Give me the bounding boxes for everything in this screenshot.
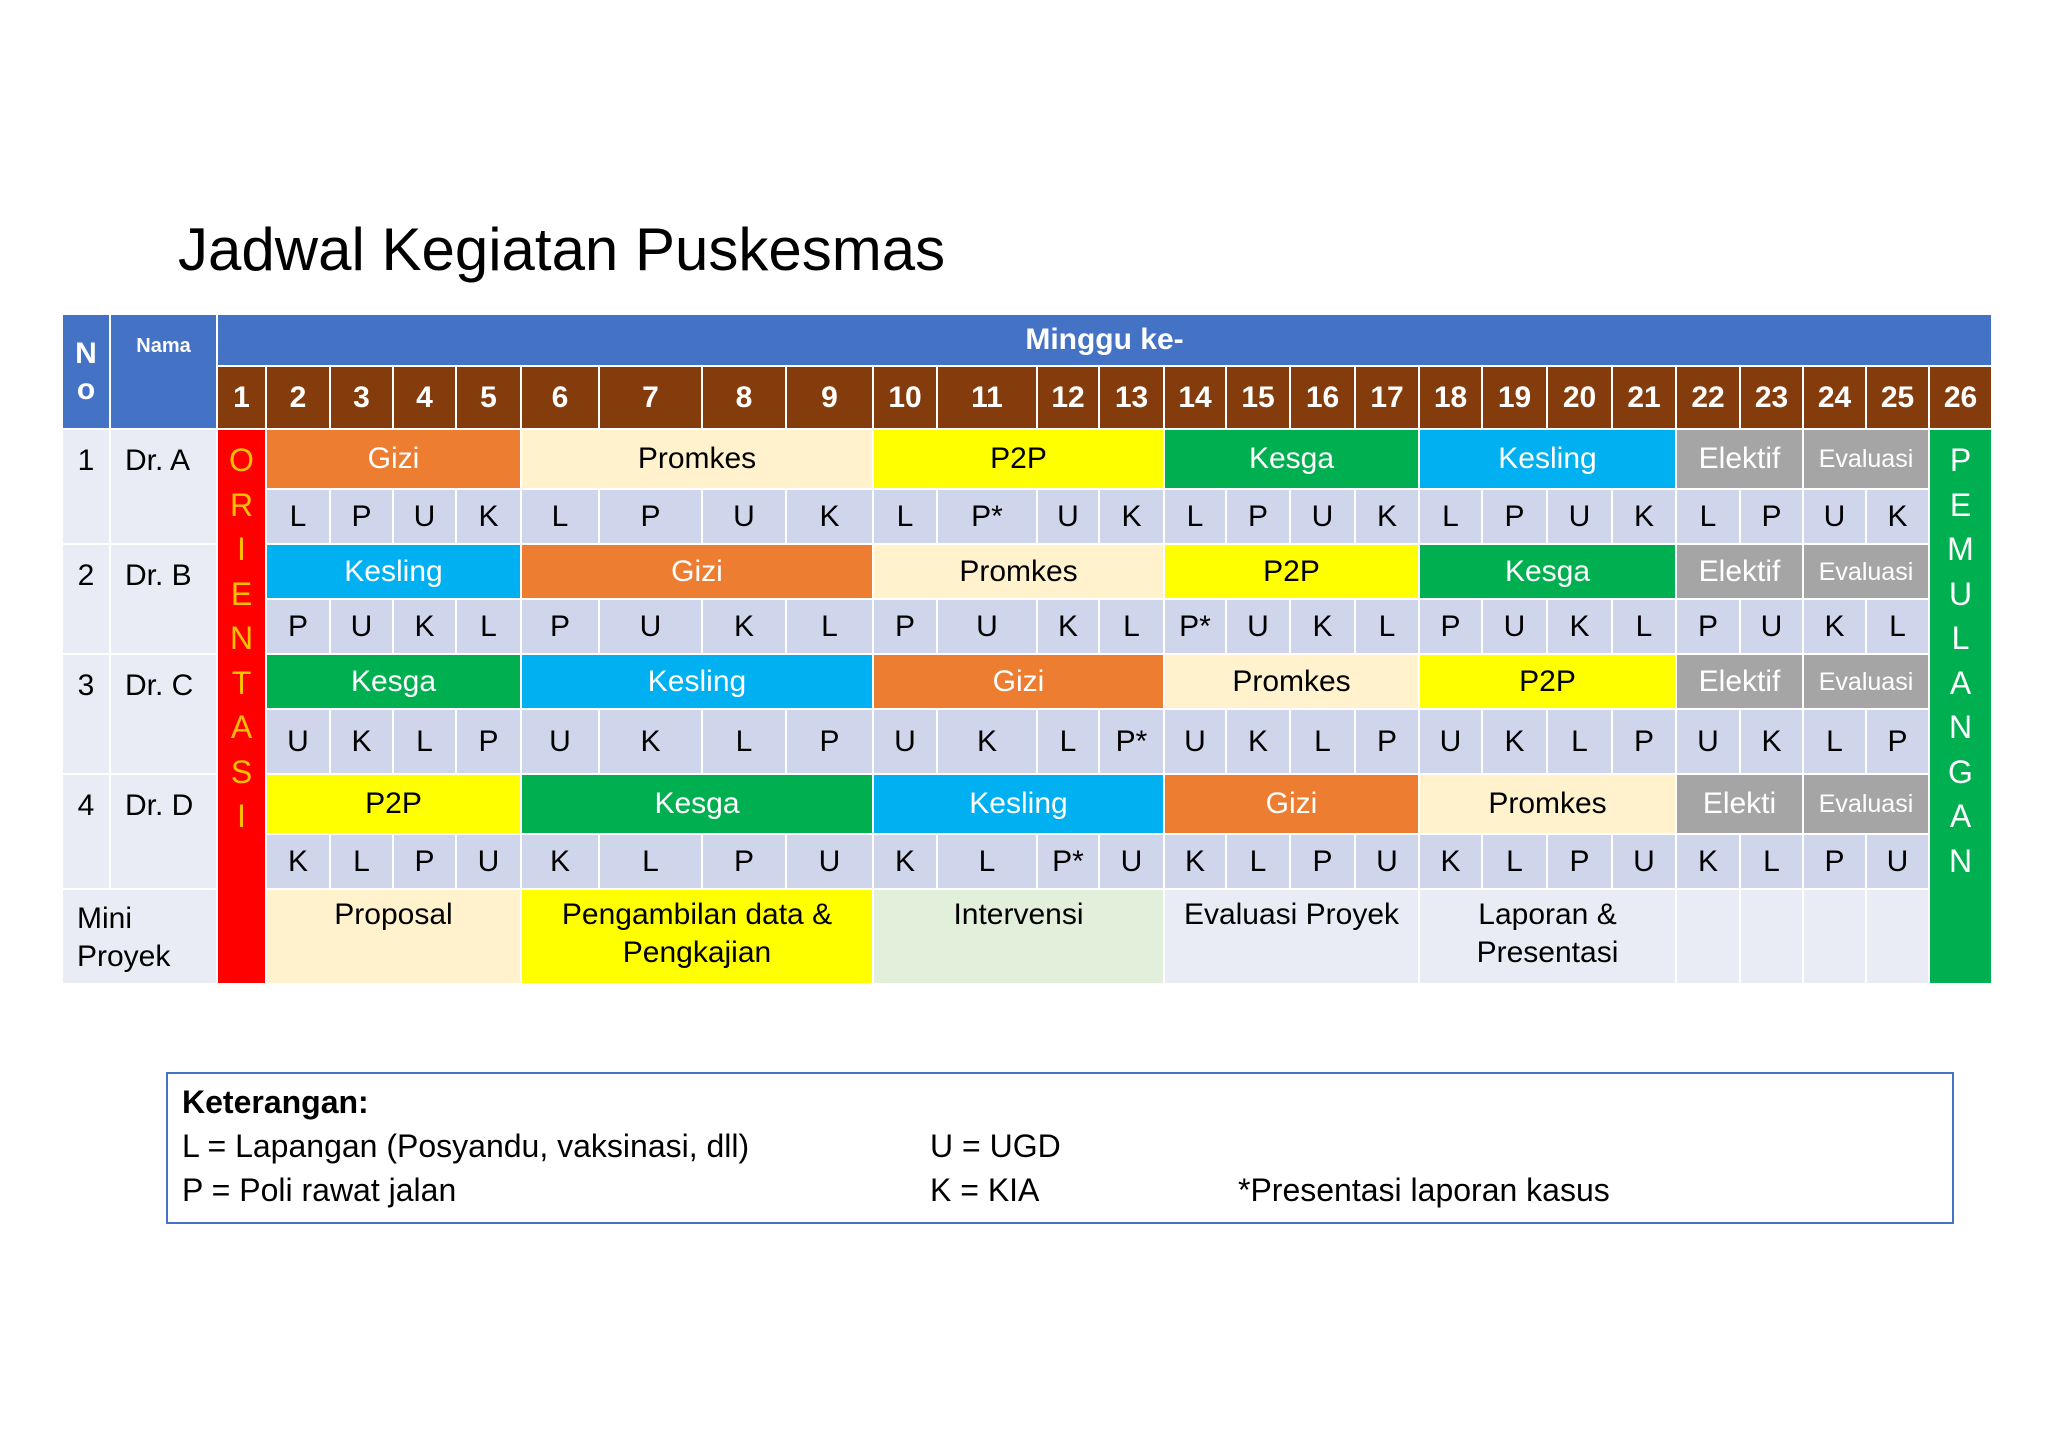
shift-cell: U <box>1867 835 1930 890</box>
activity-p2p: P2P <box>1420 655 1677 710</box>
activity-gizi: Gizi <box>267 430 522 490</box>
legend-l: L = Lapangan (Posyandu, vaksinasi, dll) <box>182 1128 750 1164</box>
pemulangan-letter: G <box>1948 753 1973 790</box>
shift-cell: K <box>874 835 938 890</box>
shift-cell: P <box>1613 710 1677 775</box>
shift-cell: U <box>938 600 1038 655</box>
row-name: Dr. C <box>111 655 218 775</box>
shift-cell: L <box>1548 710 1613 775</box>
activity-gizi: Gizi <box>1165 775 1420 835</box>
shift-cell: P <box>267 600 331 655</box>
header-minggu: Minggu ke- <box>218 315 1993 367</box>
activity-gizi: Gizi <box>522 545 874 600</box>
week-header-15: 15 <box>1227 367 1291 430</box>
shift-cell: L <box>1804 710 1867 775</box>
shift-cell: P <box>1867 710 1930 775</box>
shift-cell: U <box>331 600 394 655</box>
week-header-26: 26 <box>1930 367 1993 430</box>
shift-cell: U <box>874 710 938 775</box>
week-header-1: 1 <box>218 367 267 430</box>
week-header-21: 21 <box>1613 367 1677 430</box>
mini-proyek-phase: Pengambilan data & Pengkajian <box>522 890 874 985</box>
legend-box <box>166 1072 1954 1224</box>
orientasi-letter: I <box>237 798 246 834</box>
shift-cell: K <box>1420 835 1483 890</box>
shift-cell: U <box>1483 600 1548 655</box>
shift-cell: P <box>522 600 600 655</box>
shift-cell: K <box>1677 835 1741 890</box>
activity-evaluasi: Evaluasi <box>1804 545 1930 600</box>
shift-cell: L <box>1165 490 1227 545</box>
mini-proyek-phase: Evaluasi Proyek <box>1165 890 1420 985</box>
activity-gizi: Gizi <box>874 655 1165 710</box>
shift-cell: U <box>1804 490 1867 545</box>
activity-evaluasi: Evaluasi <box>1804 775 1930 835</box>
mini-proyek-label: Mini Proyek <box>63 890 218 985</box>
row-name: Dr. A <box>111 430 218 545</box>
shift-cell: K <box>1356 490 1420 545</box>
header-no <box>63 315 111 430</box>
activity-evaluasi: Evaluasi <box>1804 655 1930 710</box>
shift-cell: K <box>1741 710 1804 775</box>
shift-cell: U <box>703 490 787 545</box>
mini-proyek-phase <box>1804 890 1867 985</box>
week-header-19: 19 <box>1483 367 1548 430</box>
shift-cell: L <box>394 710 457 775</box>
activity-evaluasi: Evaluasi <box>1804 430 1930 490</box>
shift-cell: K <box>457 490 522 545</box>
shift-cell: U <box>522 710 600 775</box>
mini-proyek-phase: Proposal <box>267 890 522 985</box>
shift-cell: U <box>1291 490 1356 545</box>
pemulangan-letter: P <box>1949 442 1972 478</box>
mini-proyek-phase <box>1741 890 1804 985</box>
shift-cell: P* <box>938 490 1038 545</box>
shift-cell: K <box>1548 600 1613 655</box>
week-header-7: 7 <box>600 367 703 430</box>
shift-cell: U <box>1356 835 1420 890</box>
row-no: 1 <box>63 430 111 545</box>
activity-promkes: Promkes <box>1165 655 1420 710</box>
activity-promkes: Promkes <box>1420 775 1677 835</box>
activity-p2p: P2P <box>1165 545 1420 600</box>
orientasi-letter: R <box>229 486 254 523</box>
shift-cell: K <box>1100 490 1165 545</box>
row-name: Dr. B <box>111 545 218 655</box>
week-header-9: 9 <box>787 367 874 430</box>
shift-cell: U <box>457 835 522 890</box>
shift-cell: K <box>938 710 1038 775</box>
week-header-6: 6 <box>522 367 600 430</box>
week-header-11: 11 <box>938 367 1038 430</box>
shift-cell: L <box>600 835 703 890</box>
shift-cell: U <box>1420 710 1483 775</box>
shift-cell: L <box>1677 490 1741 545</box>
shift-cell: P* <box>1100 710 1165 775</box>
week-header-18: 18 <box>1420 367 1483 430</box>
shift-cell: K <box>1165 835 1227 890</box>
row-name: Dr. D <box>111 775 218 890</box>
activity-promkes: Promkes <box>522 430 874 490</box>
shift-cell: K <box>787 490 874 545</box>
row-no: 3 <box>63 655 111 775</box>
shift-cell: K <box>331 710 394 775</box>
activity-kesga: Kesga <box>522 775 874 835</box>
shift-cell: L <box>874 490 938 545</box>
shift-cell: P <box>331 490 394 545</box>
shift-cell: L <box>457 600 522 655</box>
shift-cell: K <box>1804 600 1867 655</box>
shift-cell: P <box>703 835 787 890</box>
shift-cell: L <box>1100 600 1165 655</box>
row-no: 4 <box>63 775 111 890</box>
mini-proyek-phase <box>1867 890 1930 985</box>
shift-cell: L <box>787 600 874 655</box>
week-header-16: 16 <box>1291 367 1356 430</box>
page-title: Jadwal Kegiatan Puskesmas <box>178 216 946 283</box>
header-no-char: o <box>76 372 96 406</box>
pemulangan-letter: A <box>1949 798 1972 834</box>
pemulangan-letter: L <box>1951 620 1970 656</box>
activity-p2p: P2P <box>874 430 1165 490</box>
legend-note: *Presentasi laporan kasus <box>1238 1172 1610 1208</box>
week-header-3: 3 <box>331 367 394 430</box>
shift-cell: K <box>1613 490 1677 545</box>
shift-cell: P <box>457 710 522 775</box>
orientasi-letter: I <box>237 531 246 567</box>
shift-cell: P <box>874 600 938 655</box>
shift-cell: K <box>267 835 331 890</box>
shift-cell: P <box>1804 835 1867 890</box>
shift-cell: P* <box>1038 835 1100 890</box>
orientasi-letter: N <box>229 620 254 656</box>
activity-p2p: P2P <box>267 775 522 835</box>
shift-cell: K <box>1483 710 1548 775</box>
shift-cell: P <box>1741 490 1804 545</box>
shift-cell: L <box>331 835 394 890</box>
legend-k: K = KIA <box>930 1172 1040 1208</box>
activity-promkes: Promkes <box>874 545 1165 600</box>
shift-cell: P* <box>1165 600 1227 655</box>
activity-elektif: Elektif <box>1677 545 1804 600</box>
shift-cell: U <box>1548 490 1613 545</box>
activity-elektif: Elektif <box>1677 655 1804 710</box>
pemulangan-letter: M <box>1947 531 1974 567</box>
shift-cell: L <box>1613 600 1677 655</box>
shift-cell: K <box>394 600 457 655</box>
week-header-22: 22 <box>1677 367 1741 430</box>
week-header-13: 13 <box>1100 367 1165 430</box>
activity-elekti: Elekti <box>1677 775 1804 835</box>
pemulangan-letter: N <box>1948 842 1973 879</box>
pemulangan-letter: U <box>1948 575 1973 612</box>
shift-cell: L <box>522 490 600 545</box>
shift-cell: K <box>1227 710 1291 775</box>
pemulangan-letter: N <box>1948 709 1973 745</box>
shift-cell: P <box>1677 600 1741 655</box>
activity-elektif: Elektif <box>1677 430 1804 490</box>
shift-cell: K <box>1867 490 1930 545</box>
activity-kesga: Kesga <box>1420 545 1677 600</box>
row-no: 2 <box>63 545 111 655</box>
week-header-23: 23 <box>1741 367 1804 430</box>
activity-kesga: Kesga <box>267 655 522 710</box>
mini-proyek-phase: Laporan & Presentasi <box>1420 890 1677 985</box>
shift-cell: L <box>1483 835 1548 890</box>
shift-cell: U <box>1741 600 1804 655</box>
week-header-4: 4 <box>394 367 457 430</box>
shift-cell: U <box>394 490 457 545</box>
week-header-24: 24 <box>1804 367 1867 430</box>
shift-cell: L <box>938 835 1038 890</box>
shift-cell: P <box>1227 490 1291 545</box>
shift-cell: P <box>394 835 457 890</box>
week-header-2: 2 <box>267 367 331 430</box>
shift-cell: U <box>1227 600 1291 655</box>
shift-cell: U <box>1165 710 1227 775</box>
schedule-table <box>63 315 1993 985</box>
week-header-5: 5 <box>457 367 522 430</box>
shift-cell: L <box>1356 600 1420 655</box>
orientasi-letter: T <box>231 664 252 701</box>
week-header-20: 20 <box>1548 367 1613 430</box>
pemulangan-column <box>1930 430 1993 985</box>
shift-cell: U <box>600 600 703 655</box>
activity-kesling: Kesling <box>267 545 522 600</box>
shift-cell: L <box>1867 600 1930 655</box>
shift-cell: K <box>1291 600 1356 655</box>
week-header-10: 10 <box>874 367 938 430</box>
activity-kesga: Kesga <box>1165 430 1420 490</box>
shift-cell: K <box>600 710 703 775</box>
mini-proyek-phase <box>1677 890 1741 985</box>
shift-cell: P <box>1483 490 1548 545</box>
activity-kesling: Kesling <box>522 655 874 710</box>
pemulangan-letter: A <box>1949 664 1972 701</box>
header-no-char: N <box>75 336 97 370</box>
shift-cell: U <box>1100 835 1165 890</box>
shift-cell: K <box>522 835 600 890</box>
mini-proyek-phase: Intervensi <box>874 890 1165 985</box>
activity-kesling: Kesling <box>874 775 1165 835</box>
shift-cell: L <box>1038 710 1100 775</box>
shift-cell: L <box>1291 710 1356 775</box>
legend-p: P = Poli rawat jalan <box>182 1172 457 1208</box>
pemulangan-letter: E <box>1949 486 1972 523</box>
legend-u: U = UGD <box>930 1128 1061 1164</box>
shift-cell: L <box>267 490 331 545</box>
shift-cell: U <box>1038 490 1100 545</box>
orientasi-letter: A <box>230 709 253 745</box>
shift-cell: K <box>703 600 787 655</box>
shift-cell: L <box>703 710 787 775</box>
shift-cell: U <box>1613 835 1677 890</box>
orientasi-letter: S <box>230 753 253 790</box>
orientasi-letter: O <box>229 442 254 478</box>
shift-cell: P <box>1291 835 1356 890</box>
shift-cell: P <box>1356 710 1420 775</box>
shift-cell: L <box>1741 835 1804 890</box>
legend-title: Keterangan: <box>182 1084 369 1120</box>
header-nama: Nama <box>111 315 218 430</box>
week-header-14: 14 <box>1165 367 1227 430</box>
shift-cell: U <box>1677 710 1741 775</box>
shift-cell: K <box>1038 600 1100 655</box>
shift-cell: L <box>1227 835 1291 890</box>
week-header-25: 25 <box>1867 367 1930 430</box>
orientasi-letter: E <box>230 575 253 612</box>
week-header-8: 8 <box>703 367 787 430</box>
week-header-12: 12 <box>1038 367 1100 430</box>
orientasi-column <box>218 430 267 985</box>
shift-cell: U <box>267 710 331 775</box>
activity-kesling: Kesling <box>1420 430 1677 490</box>
shift-cell: P <box>787 710 874 775</box>
shift-cell: P <box>600 490 703 545</box>
shift-cell: P <box>1420 600 1483 655</box>
shift-cell: P <box>1548 835 1613 890</box>
shift-cell: U <box>787 835 874 890</box>
shift-cell: L <box>1420 490 1483 545</box>
week-header-17: 17 <box>1356 367 1420 430</box>
